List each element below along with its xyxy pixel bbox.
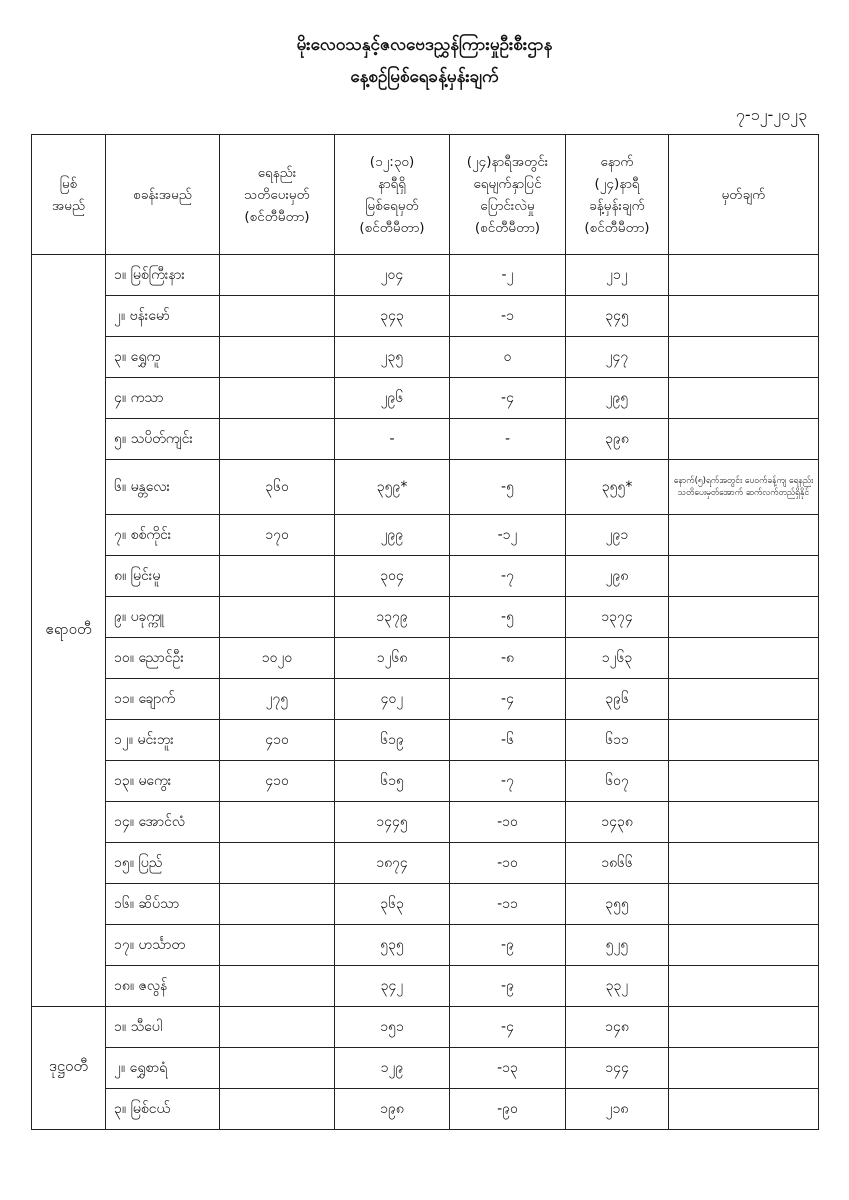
table-row [32, 884, 819, 925]
water-level: ၁၃၇၉ [335, 597, 450, 638]
station-name: ၁၇။ ဟင်္သာတ [106, 925, 220, 966]
table-body [32, 255, 819, 1130]
water-level: ၁၅၁ [335, 1007, 450, 1048]
low-warning-level [220, 843, 335, 884]
table-row [32, 638, 819, 679]
level-change: -၉ [450, 966, 566, 1007]
forecast-level: ၁၃၇၄ [566, 597, 669, 638]
station-name: ၁၀။ ညောင်ဦး [106, 638, 220, 679]
forecast-level: ၃၃၂ [566, 966, 669, 1007]
low-warning-level [220, 556, 335, 597]
remark [669, 419, 819, 460]
header-line: ခန့်မှန်းချက် [589, 197, 645, 214]
low-warning-level: ၃၆၀ [220, 460, 335, 515]
level-change: ၀ [450, 337, 566, 378]
water-level: - [335, 419, 450, 460]
low-warning-level [220, 925, 335, 966]
level-change: -၉ [450, 925, 566, 966]
forecast-level: ၂၁၈ [566, 1089, 669, 1130]
water-level: ၆၁၅ [335, 761, 450, 802]
header-line: သတိပေးမှတ် [244, 186, 310, 203]
header-line: (စင်တီမီတာ) [359, 219, 425, 236]
forecast-level: ၁၄၃၈ [566, 802, 669, 843]
header-line: စခန်းအမည် [133, 186, 192, 203]
level-change: -၉၀ [450, 1089, 566, 1130]
station-name: ၇။ စစ်ကိုင်း [106, 515, 220, 556]
level-change: -၇ [450, 761, 566, 802]
level-change: -၅ [450, 597, 566, 638]
low-warning-level [220, 1048, 335, 1089]
forecast-level: ၂၉၈ [566, 556, 669, 597]
water-level: ၃၄၃ [335, 296, 450, 337]
river-name: ဒုဋ္ဌဝတီ [32, 1007, 106, 1130]
col-river-name [32, 135, 106, 255]
forecast-level: ၃၄၅ [566, 296, 669, 337]
forecast-level: ၂၉၁ [566, 515, 669, 556]
forecast-level: ၂၁၂ [566, 255, 669, 296]
level-change: -၈ [450, 638, 566, 679]
header-line: မြစ် [59, 175, 78, 192]
station-name: ၃။ မြစ်ငယ် [106, 1089, 220, 1130]
low-warning-level [220, 1089, 335, 1130]
water-level: ၁၈၇၄ [335, 843, 450, 884]
header-row [32, 135, 819, 255]
level-change: -၄ [450, 378, 566, 419]
remark [669, 720, 819, 761]
station-name: ၃။ ရွှေကူ [106, 337, 220, 378]
forecast-level: ၃၉၈ [566, 419, 669, 460]
table-row [32, 679, 819, 720]
low-warning-level: ၂၇၅ [220, 679, 335, 720]
remark [669, 1089, 819, 1130]
header-line: ရေမျက်နှာပြင် [473, 175, 542, 192]
station-name: ၁၁။ ချောက် [106, 679, 220, 720]
low-warning-level: ၁၇၀ [220, 515, 335, 556]
low-warning-level [220, 378, 335, 419]
station-name: ၂။ ရွှေစာရံ [106, 1048, 220, 1089]
forecast-level: ၁၂၆၃ [566, 638, 669, 679]
header-line: (စင်တီမီတာ) [584, 219, 650, 236]
low-warning-level [220, 337, 335, 378]
table-row [32, 1089, 819, 1130]
report-date: ၇-၁၂-၂၀၂၃ [735, 105, 807, 124]
station-name: ၁။ မြစ်ကြီးနား [106, 255, 220, 296]
remark [669, 925, 819, 966]
river-name: ဧရာဝတီ [32, 255, 106, 1007]
water-level: ၅၃၅ [335, 925, 450, 966]
water-level: ၆၁၉ [335, 720, 450, 761]
table-row [32, 460, 819, 515]
header-line: မှတ်ချက် [721, 186, 766, 203]
water-level: ၂၉၉ [335, 515, 450, 556]
water-level: ၂၃၅ [335, 337, 450, 378]
table-row [32, 337, 819, 378]
level-change: - [450, 419, 566, 460]
remark [669, 597, 819, 638]
water-level: ၁၂၉ [335, 1048, 450, 1089]
remark [669, 843, 819, 884]
table-row [32, 1007, 819, 1048]
header-line: (၂၄)နာရီ [594, 175, 640, 192]
table-row [32, 296, 819, 337]
remark [669, 255, 819, 296]
remark [669, 802, 819, 843]
forecast-level: ၁၄၈ [566, 1007, 669, 1048]
low-warning-level [220, 1007, 335, 1048]
water-level: ၂၀၄ [335, 255, 450, 296]
col-current-level [335, 135, 450, 255]
remark [669, 1048, 819, 1089]
level-change: -၂ [450, 255, 566, 296]
low-warning-level [220, 884, 335, 925]
level-change: -၆ [450, 720, 566, 761]
station-name: ၁၅။ ပြည် [106, 843, 220, 884]
forecast-level: ၁၄၄ [566, 1048, 669, 1089]
water-level: ၃၆၃ [335, 884, 450, 925]
station-name: ၂။ ဗန်းမော် [106, 296, 220, 337]
forecast-level: ၂၉၅ [566, 378, 669, 419]
level-change: -၁၂ [450, 515, 566, 556]
station-name: ၄။ ကသာ [106, 378, 220, 419]
water-level: ၃၀၄ [335, 556, 450, 597]
remark [669, 884, 819, 925]
forecast-level: ၂၄၇ [566, 337, 669, 378]
table-row [32, 1048, 819, 1089]
col-remark [669, 135, 819, 255]
remark: နောက်(၅)ရက်အတွင်း ပေ၀က်ခန့်ကျ ရေနည်းသတိပေးမှတ်အောက် ဆက်လက်တည်ရှိနိုင် [669, 460, 819, 515]
header-line: (၁၂:၃၀) [369, 153, 415, 170]
forecast-level: ၆၀၇ [566, 761, 669, 802]
station-name: ၁၄။ အောင်လံ [106, 802, 220, 843]
water-level: ၃၅၉* [335, 460, 450, 515]
remark [669, 1007, 819, 1048]
station-name: ၁၃။ မကွေး [106, 761, 220, 802]
level-change: -၇ [450, 556, 566, 597]
level-change: -၁၀ [450, 802, 566, 843]
table-row [32, 802, 819, 843]
low-warning-level [220, 966, 335, 1007]
level-change: -၄ [450, 1007, 566, 1048]
forecast-level: ၃၅၅ [566, 884, 669, 925]
table-row [32, 843, 819, 884]
water-level: ၃၄၂ [335, 966, 450, 1007]
table-row [32, 966, 819, 1007]
water-level-table [31, 134, 819, 1130]
forecast-level: ၃၉၆ [566, 679, 669, 720]
water-level: ၁၉၈ [335, 1089, 450, 1130]
station-name: ၈။ မြင်းမူ [106, 556, 220, 597]
department-title: မိုးလေဝသနှင့်ဇလဗေဒညွှန်ကြားမှုဦးစီးဌာန [296, 35, 553, 55]
header-line: မြစ်ရေမှတ် [365, 197, 419, 214]
level-change: -၁၁ [450, 884, 566, 925]
low-warning-level [220, 296, 335, 337]
table-row [32, 556, 819, 597]
level-change: -၁၃ [450, 1048, 566, 1089]
header-line: နာရီရှိ [377, 175, 407, 192]
remark [669, 966, 819, 1007]
table-row [32, 761, 819, 802]
forecast-level: ၃၅၅* [566, 460, 669, 515]
header-line: ရေနည်း [257, 164, 297, 181]
table-row [32, 515, 819, 556]
report-title: နေ့စဉ်မြစ်ရေခန့်မှန်းချက် [350, 67, 499, 87]
low-warning-level [220, 419, 335, 460]
table-row [32, 597, 819, 638]
table-row [32, 419, 819, 460]
remark [669, 679, 819, 720]
station-name: ၁၈။ ဇလွန် [106, 966, 220, 1007]
station-name: ၁၂။ မင်းဘူး [106, 720, 220, 761]
low-warning-level: ၄၁၀ [220, 761, 335, 802]
remark [669, 296, 819, 337]
table-row [32, 378, 819, 419]
remark [669, 378, 819, 419]
station-name: ၅။ သပိတ်ကျင်း [106, 419, 220, 460]
low-warning-level: ၄၁၀ [220, 720, 335, 761]
water-level: ၁၂၆၈ [335, 638, 450, 679]
forecast-level: ၁၈၆၆ [566, 843, 669, 884]
low-warning-level [220, 255, 335, 296]
remark [669, 556, 819, 597]
level-change: -၅ [450, 460, 566, 515]
col-24h-forecast [566, 135, 669, 255]
forecast-level: ၆၁၁ [566, 720, 669, 761]
col-24h-change [450, 135, 566, 255]
low-warning-level: ၁၀၂၀ [220, 638, 335, 679]
table-row [32, 255, 819, 296]
remark [669, 638, 819, 679]
water-level: ၂၉၆ [335, 378, 450, 419]
station-name: ၁။ သီပေါ [106, 1007, 220, 1048]
low-warning-level [220, 597, 335, 638]
col-low-warning [220, 135, 335, 255]
header-line: (စင်တီမီတာ) [244, 208, 310, 225]
water-level: ၄၀၂ [335, 679, 450, 720]
low-warning-level [220, 802, 335, 843]
header-line: ပြောင်းလဲမှု [480, 197, 535, 214]
station-name: ၆။ မန္တလေး [106, 460, 220, 515]
water-level: ၁၄၄၅ [335, 802, 450, 843]
level-change: -၁၀ [450, 843, 566, 884]
col-station-name [106, 135, 220, 255]
remark [669, 761, 819, 802]
header-line: နောက် [600, 153, 634, 170]
forecast-level: ၅၂၅ [566, 925, 669, 966]
header-line: (စင်တီမီတာ) [474, 219, 541, 236]
header-line: အမည် [51, 197, 86, 214]
level-change: -၄ [450, 679, 566, 720]
remark [669, 515, 819, 556]
remark [669, 337, 819, 378]
table-row [32, 720, 819, 761]
header-line: (၂၄)နာရီအတွင်း [466, 153, 549, 170]
station-name: ၉။ ပခုက္ကူ [106, 597, 220, 638]
table-row [32, 925, 819, 966]
station-name: ၁၆။ ဆိပ်သာ [106, 884, 220, 925]
level-change: -၁ [450, 296, 566, 337]
